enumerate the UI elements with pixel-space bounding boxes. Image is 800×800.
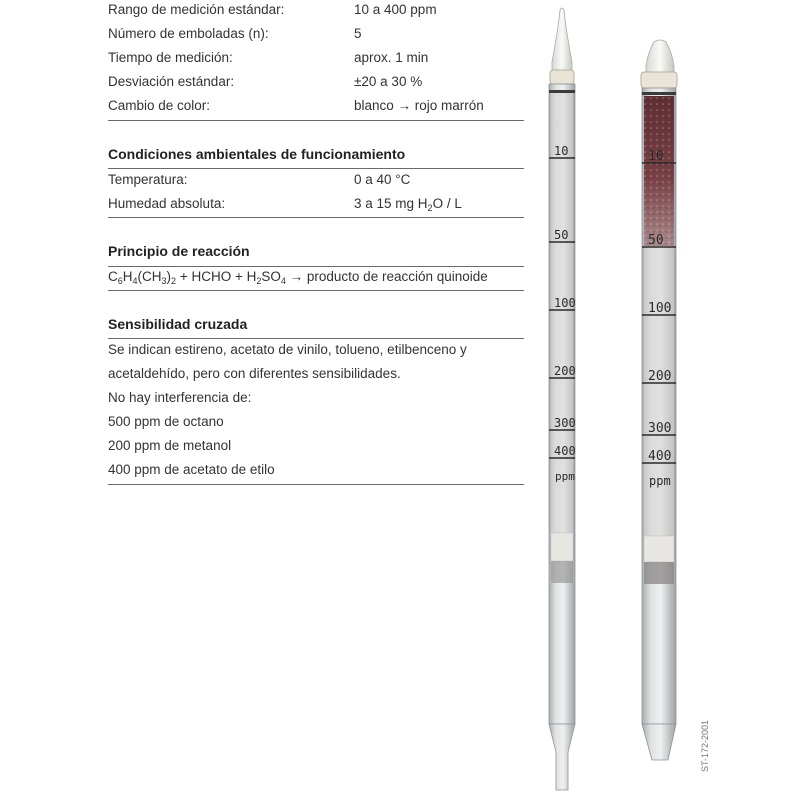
tube-unused-bottom [549, 724, 575, 790]
tube-unused-band [549, 90, 575, 93]
humidity-prefix: 3 a 15 mg H [354, 196, 428, 211]
scale-label-unused-50: 50 [554, 228, 569, 242]
formula-part: C [108, 269, 118, 284]
cross-line: Se indican estireno, acetato de vinilo, tolueno, etilbenceno y [108, 342, 467, 357]
scale-label-unused-100: 100 [554, 296, 576, 310]
condition-row-humidity [108, 194, 524, 218]
scale-label-used-200: 200 [648, 369, 672, 384]
divider [108, 290, 524, 291]
formula-part: H [122, 269, 133, 284]
spec-label: Tiempo de medición: [108, 50, 233, 65]
cross-line: 400 ppm de acetato de etilo [108, 462, 275, 477]
spec-value: aprox. 1 min [354, 50, 429, 65]
spec-row-range [108, 0, 524, 24]
reaction-heading: Principio de reacción [108, 243, 250, 259]
formula-subscript: 2 [171, 276, 177, 286]
image-code: ST-172-2001 [700, 719, 710, 772]
humidity-suffix: O / L [432, 196, 462, 211]
formula-part: → producto de reacción quinoide [285, 269, 488, 284]
cross-line: acetaldehído, pero con diferentes sensibilidades. [108, 366, 401, 381]
spec-label: Cambio de color: [108, 98, 211, 113]
formula-part: SO [261, 269, 281, 284]
spec-row-time [108, 48, 524, 72]
divider [108, 338, 524, 339]
cross-line: 200 ppm de metanol [108, 438, 232, 453]
scale-label-used-10: 10 [648, 149, 664, 164]
scale-unit-unused: ppm [555, 470, 575, 483]
tube-unused-cap [550, 70, 574, 84]
cross-line: 500 ppm de octano [108, 414, 224, 429]
divider [108, 484, 524, 485]
formula-subscript: 2 [256, 276, 262, 286]
tube-unused-reagent [551, 93, 573, 533]
tube-used [641, 40, 677, 760]
tube-used-reagent [644, 246, 674, 536]
cross-heading: Sensibilidad cruzada [108, 316, 248, 332]
cross-line: No hay interferencia de: [108, 390, 252, 405]
spec-label: Número de emboladas (n): [108, 26, 269, 41]
condition-value [354, 194, 462, 214]
tube-used-cap [641, 72, 677, 88]
spec-row-deviation [108, 72, 524, 96]
condition-label: Temperatura: [108, 172, 188, 187]
scale-label-unused-10: 10 [554, 144, 569, 158]
spec-row-strokes [108, 24, 524, 48]
scale-label-used-50: 50 [648, 233, 664, 248]
formula-subscript: 4 [132, 276, 138, 286]
divider [108, 120, 524, 121]
spec-label: Rango de medición estándar: [108, 2, 285, 17]
scale-label-used-300: 300 [648, 421, 672, 436]
tube-unused-plug [551, 533, 573, 561]
condition-label: Humedad absoluta: [108, 196, 226, 211]
formula-subscript: 3 [161, 276, 167, 286]
humidity-subscript: 2 [427, 203, 433, 213]
spec-value: blanco → rojo marrón [354, 98, 484, 113]
scale-label-unused-400: 400 [554, 444, 576, 458]
formula-part: (CH [137, 269, 162, 284]
scale-unit-used: ppm [649, 474, 671, 488]
formula-subscript: 6 [117, 276, 123, 286]
tube-unused-tip [552, 8, 572, 72]
tube-used-band [642, 92, 676, 95]
tube-unused [549, 8, 575, 790]
tube-used-bottom [642, 724, 676, 760]
spec-value: ±20 a 30 % [354, 74, 423, 89]
formula-part: + HCHO + H [176, 269, 257, 284]
scale-label-unused-300: 300 [554, 416, 576, 430]
scale-label-unused-200: 200 [554, 364, 576, 378]
conditions-heading: Condiciones ambientales de funcionamiento [108, 146, 406, 162]
divider [108, 217, 524, 218]
condition-value: 0 a 40 °C [354, 172, 411, 187]
tube-used-spring [644, 562, 674, 584]
tube-used-grain [644, 96, 674, 246]
scale-label-used-400: 400 [648, 449, 672, 464]
spec-value: 10 a 400 ppm [354, 2, 437, 17]
divider [108, 168, 524, 169]
reaction-formula [108, 267, 488, 287]
spec-row-color [108, 96, 524, 120]
spec-label: Desviación estándar: [108, 74, 235, 89]
tube-used-plug [644, 536, 674, 562]
condition-row-temperature [108, 170, 524, 194]
formula-subscript: 4 [280, 276, 286, 286]
tube-unused-spring [551, 561, 573, 583]
tube-used-tip [646, 40, 674, 74]
formula-part: ) [166, 269, 172, 284]
detector-tubes-illustration [530, 0, 730, 800]
spec-value: 5 [354, 26, 362, 41]
scale-label-used-100: 100 [648, 301, 672, 316]
